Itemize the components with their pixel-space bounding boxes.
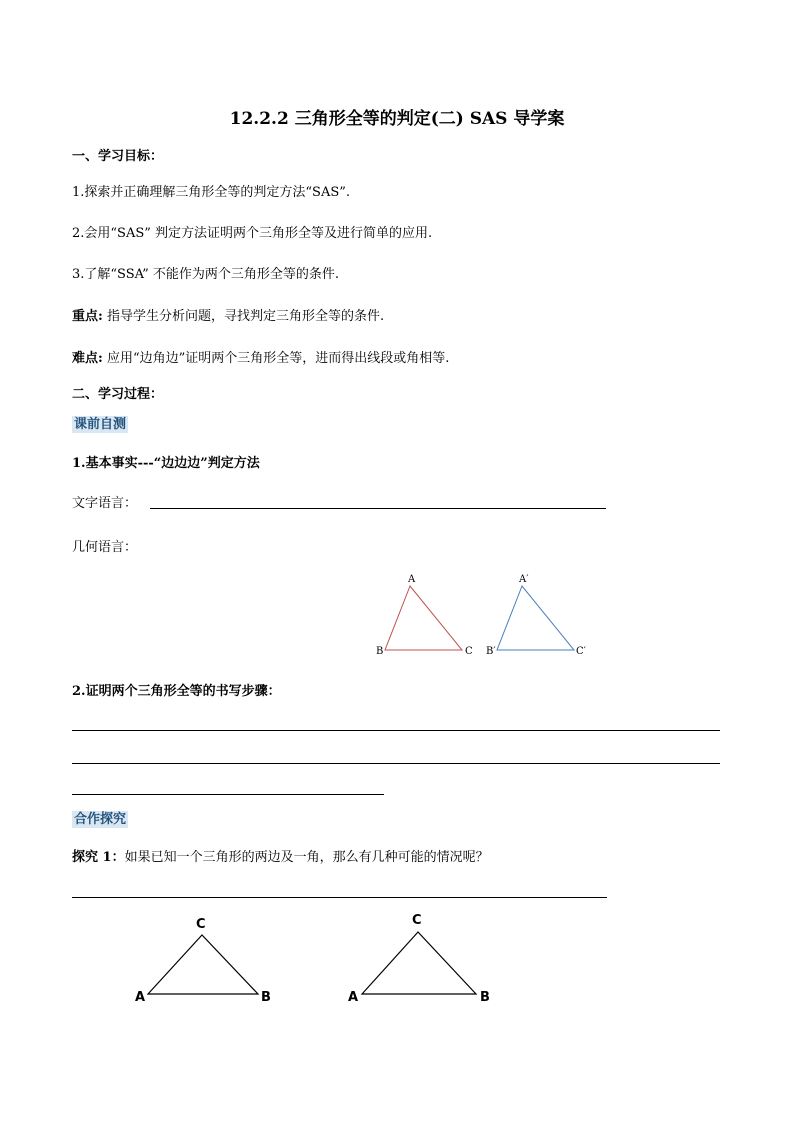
triangle-abc-prime bbox=[486, 574, 587, 657]
question-1-title: 1.基本事实---“边边边”判定方法 bbox=[72, 456, 260, 471]
pre-class-label bbox=[72, 413, 128, 432]
vertex-label-a: A bbox=[408, 574, 416, 585]
difficulty bbox=[72, 347, 449, 366]
question-2-title: 2.证明两个三角形全等的书写步骤： bbox=[72, 684, 281, 699]
vertex-label-c: C bbox=[196, 917, 206, 932]
vertex-label-a-prime: A′ bbox=[519, 574, 529, 585]
section-heading-goals: 一、学习目标： bbox=[72, 149, 164, 164]
key-point-label: 重点: bbox=[72, 309, 103, 324]
vertex-label-b: B bbox=[376, 646, 384, 657]
vertex-label-c: C bbox=[412, 913, 422, 928]
goal-item-2: 2.会用“SAS” 判定方法证明两个三角形全等及进行简单的应用. bbox=[72, 226, 433, 241]
explore-1-label: 探究 1： bbox=[72, 850, 125, 865]
triangle-abc-shape bbox=[385, 586, 462, 650]
cooperation-label bbox=[72, 808, 128, 827]
goal-item-1: 1.探索并正确理解三角形全等的判定方法“SAS”. bbox=[72, 185, 351, 200]
geometry-language-label: 几何语言： bbox=[72, 540, 138, 555]
text-language-label: 文字语言： bbox=[72, 496, 138, 511]
vertex-label-c: C bbox=[465, 646, 473, 657]
vertex-label-b-prime: B′ bbox=[486, 646, 496, 657]
section-heading-process: 二、学习过程： bbox=[72, 387, 164, 402]
answer-line bbox=[72, 897, 607, 898]
reference-triangles-figure bbox=[370, 570, 610, 665]
vertex-label-a: A bbox=[135, 990, 146, 1005]
triangle-right-shape bbox=[362, 932, 476, 994]
answer-line bbox=[72, 763, 720, 764]
explore-1 bbox=[72, 846, 489, 865]
pre-class-label-text: 课前自测 bbox=[74, 417, 127, 432]
answer-line bbox=[150, 508, 606, 509]
vertex-label-c-prime: C′ bbox=[576, 646, 586, 657]
page-title: 12.2.2 三角形全等的判定(二) SAS 导学案 bbox=[229, 109, 565, 129]
triangle-abc bbox=[376, 574, 473, 657]
exploration-triangles-figure bbox=[120, 905, 520, 1010]
vertex-label-b: B bbox=[480, 990, 490, 1005]
difficulty-label: 难点: bbox=[72, 351, 103, 366]
triangle-left-shape bbox=[148, 935, 258, 994]
triangle-right bbox=[348, 913, 490, 1005]
answer-line bbox=[72, 730, 720, 731]
cooperation-label-text: 合作探究 bbox=[74, 812, 127, 827]
vertex-label-a: A bbox=[348, 990, 359, 1005]
triangle-left bbox=[135, 917, 271, 1005]
difficulty-text: 应用“边角边”证明两个三角形全等，进而得出线段或角相等. bbox=[102, 351, 450, 366]
goal-item-3: 3.了解“SSA” 不能作为两个三角形全等的条件. bbox=[72, 267, 340, 282]
key-point bbox=[72, 305, 384, 324]
triangle-abc-prime-shape bbox=[497, 586, 574, 650]
answer-line bbox=[72, 794, 384, 795]
vertex-label-b: B bbox=[261, 990, 271, 1005]
explore-1-text: 如果已知一个三角形的两边及一角，那么有几种可能的情况呢？ bbox=[124, 850, 489, 865]
key-point-text: 指导学生分析问题，寻找判定三角形全等的条件. bbox=[102, 309, 385, 324]
